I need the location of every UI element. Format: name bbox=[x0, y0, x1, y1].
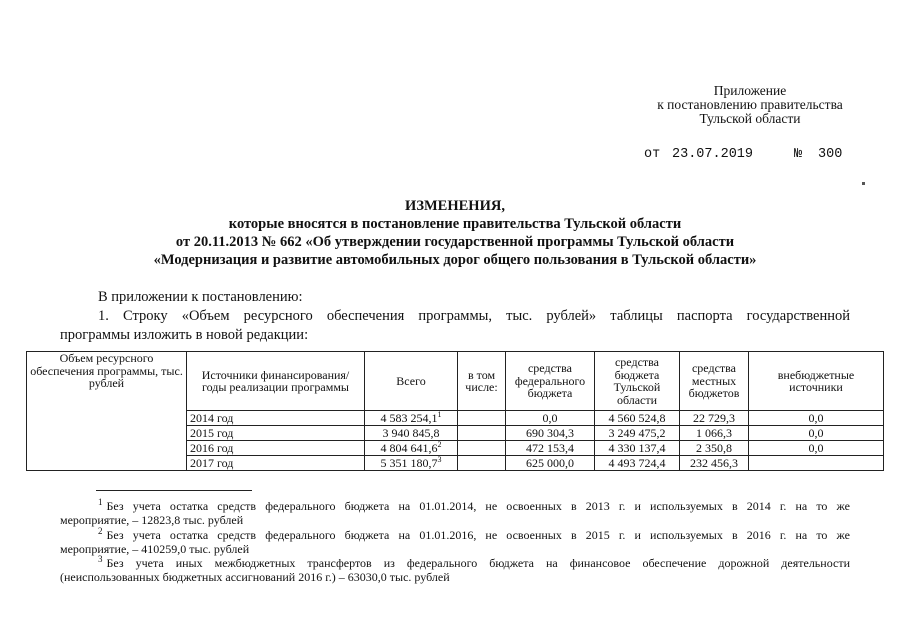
extra-cell: 0,0 bbox=[749, 426, 884, 441]
regional-cell: 4 560 524,8 bbox=[595, 411, 680, 426]
extra-cell: 0,0 bbox=[749, 441, 884, 456]
regional-cell: 3 249 475,2 bbox=[595, 426, 680, 441]
scan-mark bbox=[862, 182, 865, 185]
local-cell: 2 350,8 bbox=[680, 441, 749, 456]
footnote-text: Без учета остатка средств федерального бюджета на 01.01.2016, не освоенных в 2015 г. и используемых в 2016 г. на то же bbox=[106, 528, 850, 542]
footnote-ref: 2 bbox=[437, 439, 442, 449]
footnote-text: Без учета иных межбюджетных трансфертов из федерального бюджета на финансовое обеспечение дорожной деятельности bbox=[106, 556, 850, 570]
local-cell: 232 456,3 bbox=[680, 456, 749, 471]
footnote-text: Без учета остатка средств федерального бюджета на 01.01.2014, не освоенных в 2013 г. и используемых в 2014 г. на то же bbox=[106, 499, 850, 513]
header-sources: Источники финансирования/ годы реализации программы bbox=[187, 352, 365, 411]
appendix-title: Приложение bbox=[713, 83, 787, 98]
total-cell bbox=[365, 426, 458, 441]
year-cell: 2016 год bbox=[187, 441, 365, 456]
extra-cell: 0,0 bbox=[749, 411, 884, 426]
footnote-1-line2: мероприятие, – 12823,8 тыс. рублей bbox=[60, 513, 244, 527]
extra-cell bbox=[749, 456, 884, 471]
footnote-2-line2: мероприятие, – 410259,0 тыс. рублей bbox=[60, 542, 250, 556]
header-extra: внебюджетные источники bbox=[749, 352, 884, 411]
empty-cell bbox=[458, 456, 506, 471]
header-total: Всего bbox=[365, 352, 458, 411]
footnote-2-line1 bbox=[60, 526, 850, 542]
header-regional: средства бюджета Тульской области bbox=[595, 352, 680, 411]
document-heading bbox=[60, 197, 850, 269]
year-cell: 2015 год bbox=[187, 426, 365, 441]
total-cell bbox=[365, 441, 458, 456]
item1-line2: программы изложить в новой редакции: bbox=[60, 327, 309, 343]
footnote-ref: 3 bbox=[437, 454, 442, 464]
year-cell: 2014 год bbox=[187, 411, 365, 426]
document-date: 23.07.2019 bbox=[672, 147, 754, 162]
year-cell: 2017 год bbox=[187, 456, 365, 471]
regional-cell: 4 330 137,4 bbox=[595, 441, 680, 456]
document-number: 300 bbox=[818, 147, 843, 162]
footnote-mark: 3 bbox=[98, 554, 103, 564]
footnote-3-line1 bbox=[60, 554, 850, 570]
item1-line1: 1. Строку «Объем ресурсного обеспечения программы, тыс. рублей» таблицы паспорта государственной bbox=[98, 308, 850, 324]
heading-line3: от 20.11.2013 № 662 «Об утверждении государственной программы Тульской области bbox=[175, 234, 735, 250]
federal-cell: 690 304,3 bbox=[506, 426, 595, 441]
number-prefix: № bbox=[794, 147, 803, 162]
local-cell: 22 729,3 bbox=[680, 411, 749, 426]
regional-cell: 4 493 724,4 bbox=[595, 456, 680, 471]
federal-cell: 625 000,0 bbox=[506, 456, 595, 471]
header-including: в том числе: bbox=[458, 352, 506, 411]
header-federal: средства федерального бюджета bbox=[506, 352, 595, 411]
date-prefix: от bbox=[644, 147, 661, 162]
empty-cell bbox=[458, 411, 506, 426]
footnote-divider bbox=[96, 490, 252, 491]
appendix-line3: Тульской области bbox=[699, 111, 801, 126]
footnote-mark: 2 bbox=[98, 526, 103, 536]
footnote-1-line1 bbox=[60, 497, 850, 513]
total-value: 5 351 180,7 bbox=[380, 455, 438, 470]
appendix-line2: к постановлению правительства bbox=[657, 97, 843, 112]
federal-cell: 0,0 bbox=[506, 411, 595, 426]
footnote-ref: 1 bbox=[437, 409, 442, 419]
federal-cell: 472 153,4 bbox=[506, 441, 595, 456]
heading-line4: «Модернизация и развитие автомобильных дорог общего пользования в Тульской области» bbox=[153, 252, 757, 268]
total-value: 4 804 641,6 bbox=[380, 440, 438, 455]
total-cell bbox=[365, 456, 458, 471]
intro-paragraph: В приложении к постановлению: bbox=[98, 289, 303, 305]
local-cell: 1 066,3 bbox=[680, 426, 749, 441]
empty-cell bbox=[458, 426, 506, 441]
total-value: 3 940 845,8 bbox=[382, 425, 440, 440]
resource-label-cell: Объем ресурсного обеспечения программы, тыс. рублей bbox=[27, 352, 187, 471]
resource-table bbox=[26, 351, 884, 471]
heading-line2: которые вносятся в постановление правительства Тульской области bbox=[228, 216, 682, 232]
table-header-row bbox=[27, 352, 884, 411]
header-local: средства местных бюджетов bbox=[680, 352, 749, 411]
footnote-mark: 1 bbox=[98, 497, 103, 507]
total-cell bbox=[365, 411, 458, 426]
empty-cell bbox=[458, 441, 506, 456]
heading-title: ИЗМЕНЕНИЯ, bbox=[405, 198, 505, 214]
appendix-block bbox=[600, 84, 900, 126]
footnote-3-line2: (неиспользованных бюджетных ассигнований 2016 г.) – 63030,0 тыс. рублей bbox=[60, 570, 450, 584]
total-value: 4 583 254,1 bbox=[380, 410, 438, 425]
